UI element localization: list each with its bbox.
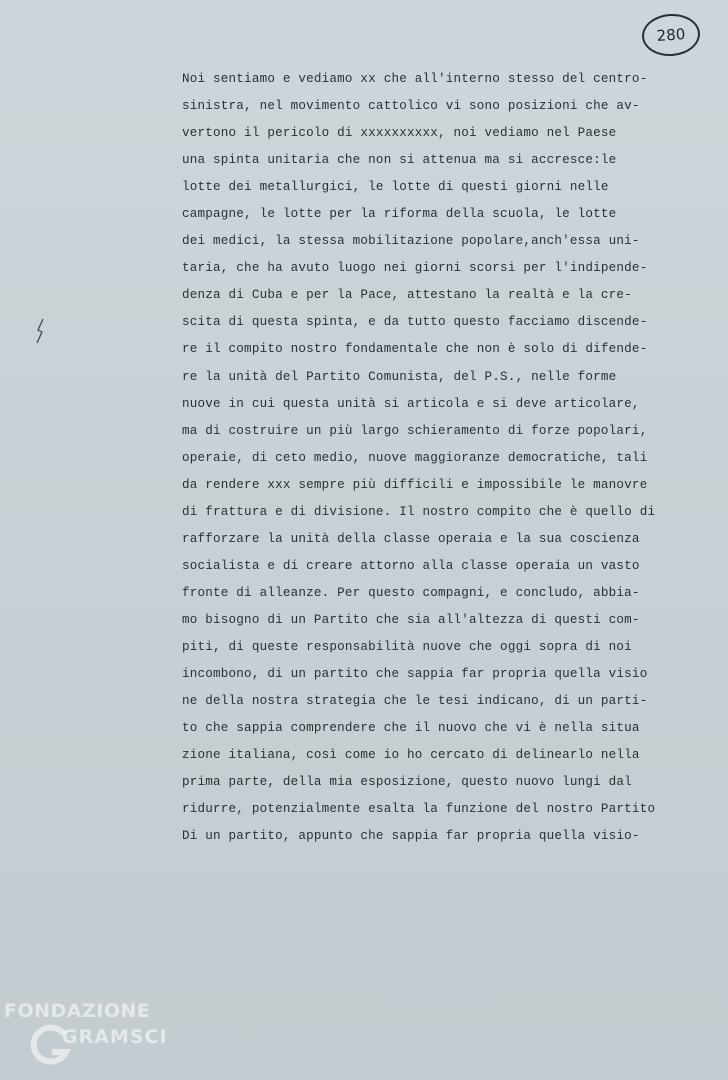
text-line: Noi sentiamo e vediamo xx che all'interno stesso del centro-	[182, 72, 648, 86]
text-line: scita di questa spinta, e da tutto questo facciamo discende-	[182, 315, 648, 330]
text-line: nuove in cui questa unità si articola e si deve articolare,	[182, 396, 640, 411]
watermark-line-1: FONDAZIONE	[4, 1000, 151, 1022]
watermark-logo-icon	[28, 1024, 72, 1068]
text-line: ne della nostra strategia che le tesi indicano, di un parti-	[182, 694, 648, 709]
page-number: 280	[641, 12, 702, 58]
text-line: re la unità del Partito Comunista, del P.S., nelle forme	[182, 369, 617, 384]
text-line: prima parte, della mia esposizione, questo nuovo lungi dal	[182, 775, 632, 790]
text-line: socialista e di creare attorno alla classe operaia un vasto	[182, 558, 640, 573]
text-line: dei medici, la stessa mobilitazione popolare,anch'essa uni-	[182, 234, 640, 249]
text-line: da rendere xxx sempre più difficili e impossibile le manovre	[182, 477, 648, 492]
text-line: denza di Cuba e per la Pace, attestano la realtà e la cre-	[182, 288, 632, 303]
text-line: una spinta unitaria che non si attenua ma si accresce:le	[182, 153, 617, 168]
text-line: ma di costruire un più largo schieramento di forze popolari,	[182, 423, 648, 438]
text-line: rafforzare la unità della classe operaia e la sua coscienza	[182, 531, 640, 546]
text-line: lotte dei metallurgici, le lotte di questi giorni nelle	[182, 180, 609, 195]
text-line: campagne, le lotte per la riforma della scuola, le lotte	[182, 207, 617, 222]
text-line: zione italiana, così come io ho cercato di delinearlo nella	[182, 748, 640, 763]
watermark-line-2: GRAMSCI	[62, 1026, 168, 1048]
text-line: sinistra, nel movimento cattolico vi sono posizioni che av-	[182, 99, 640, 114]
text-line: piti, di queste responsabilità nuove che oggi sopra di noi	[182, 639, 632, 654]
text-line: fronte di alleanze. Per questo compagni, e concludo, abbia-	[182, 585, 640, 600]
text-line: operaie, di ceto medio, nuove maggioranze democratiche, tali	[182, 450, 648, 465]
margin-mark	[34, 318, 46, 344]
fondazione-gramsci-watermark	[4, 1000, 184, 1076]
text-line: Di un partito, appunto che sappia far propria quella visio-	[182, 829, 640, 844]
text-line: incombono, di un partito che sappia far propria quella visio	[182, 667, 648, 682]
text-line: mo bisogno di un Partito che sia all'altezza di questi com-	[182, 612, 640, 627]
text-line: taria, che ha avuto luogo nei giorni scorsi per l'indipende-	[182, 261, 648, 276]
text-line: di frattura e di divisione. Il nostro compito che è quello di	[182, 504, 656, 519]
text-line: vertono il pericolo di xxxxxxxxxx, noi vediamo nel Paese	[182, 126, 617, 141]
text-line: to che sappia comprendere che il nuovo che vi è nella situa	[182, 721, 640, 736]
text-line: ridurre, potenzialmente esalta la funzione del nostro Partito	[182, 802, 656, 817]
typed-text-body	[182, 66, 724, 850]
text-line: re il compito nostro fondamentale che non è solo di difende-	[182, 342, 648, 357]
